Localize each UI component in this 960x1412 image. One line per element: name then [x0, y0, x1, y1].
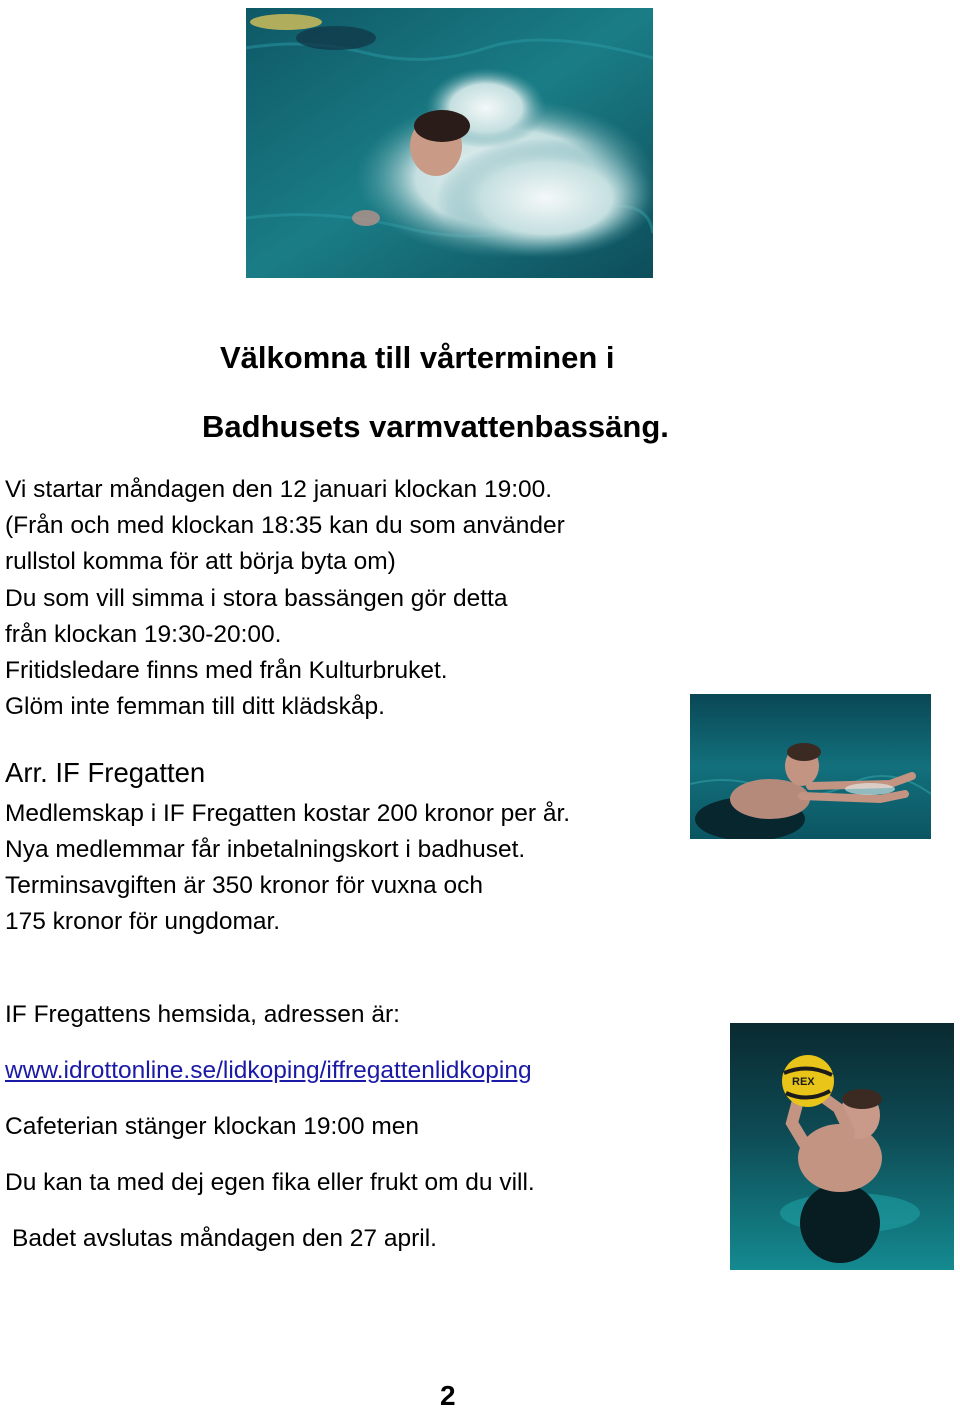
intro-line: rullstol komma för att börja byta om) — [5, 548, 396, 575]
ball-logo-text: REX — [792, 1076, 815, 1088]
closing-line: Badet avslutas måndagen den 27 april. — [12, 1225, 437, 1252]
swimmer-breaststroke-photo — [690, 694, 931, 839]
intro-line: Glöm inte femman till ditt klädskåp. — [5, 693, 385, 720]
cafe-line: Cafeterian stänger klockan 19:00 men — [5, 1113, 420, 1140]
membership-line: Medlemskap i IF Fregatten kostar 200 kronor per år. — [5, 800, 571, 827]
cafe-line: Du kan ta med dej egen fika eller frukt om du vill. — [5, 1169, 535, 1196]
intro-line: Fritidsledare finns med från Kulturbruket. — [5, 657, 448, 684]
heading-line-2: Badhusets varmvattenbassäng. — [202, 409, 669, 444]
organizer-line: Arr. IF Fregatten — [5, 757, 206, 788]
website-link[interactable]: www.idrottonline.se/lidkoping/iffregattenlidkoping — [5, 1057, 532, 1084]
website-label: IF Fregattens hemsida, adressen är: — [5, 1001, 400, 1028]
intro-line: (Från och med klockan 18:35 kan du som använder — [5, 512, 565, 539]
swimmer-splash-photo — [246, 8, 653, 278]
intro-line: Vi startar måndagen den 12 januari klockan 19:00. — [5, 476, 553, 503]
intro-line: från klockan 19:30-20:00. — [5, 621, 282, 648]
water-polo-ball-photo — [730, 1023, 954, 1270]
membership-line: Nya medlemmar får inbetalningskort i badhuset. — [5, 836, 526, 863]
intro-line: Du som vill simma i stora bassängen gör detta — [5, 585, 508, 612]
page-number: 2 — [440, 1380, 456, 1411]
membership-line: 175 kronor för ungdomar. — [5, 908, 281, 935]
heading-line-1: Välkomna till vårterminen i — [220, 340, 615, 375]
membership-line: Terminsavgiften är 350 kronor för vuxna och — [5, 872, 483, 899]
